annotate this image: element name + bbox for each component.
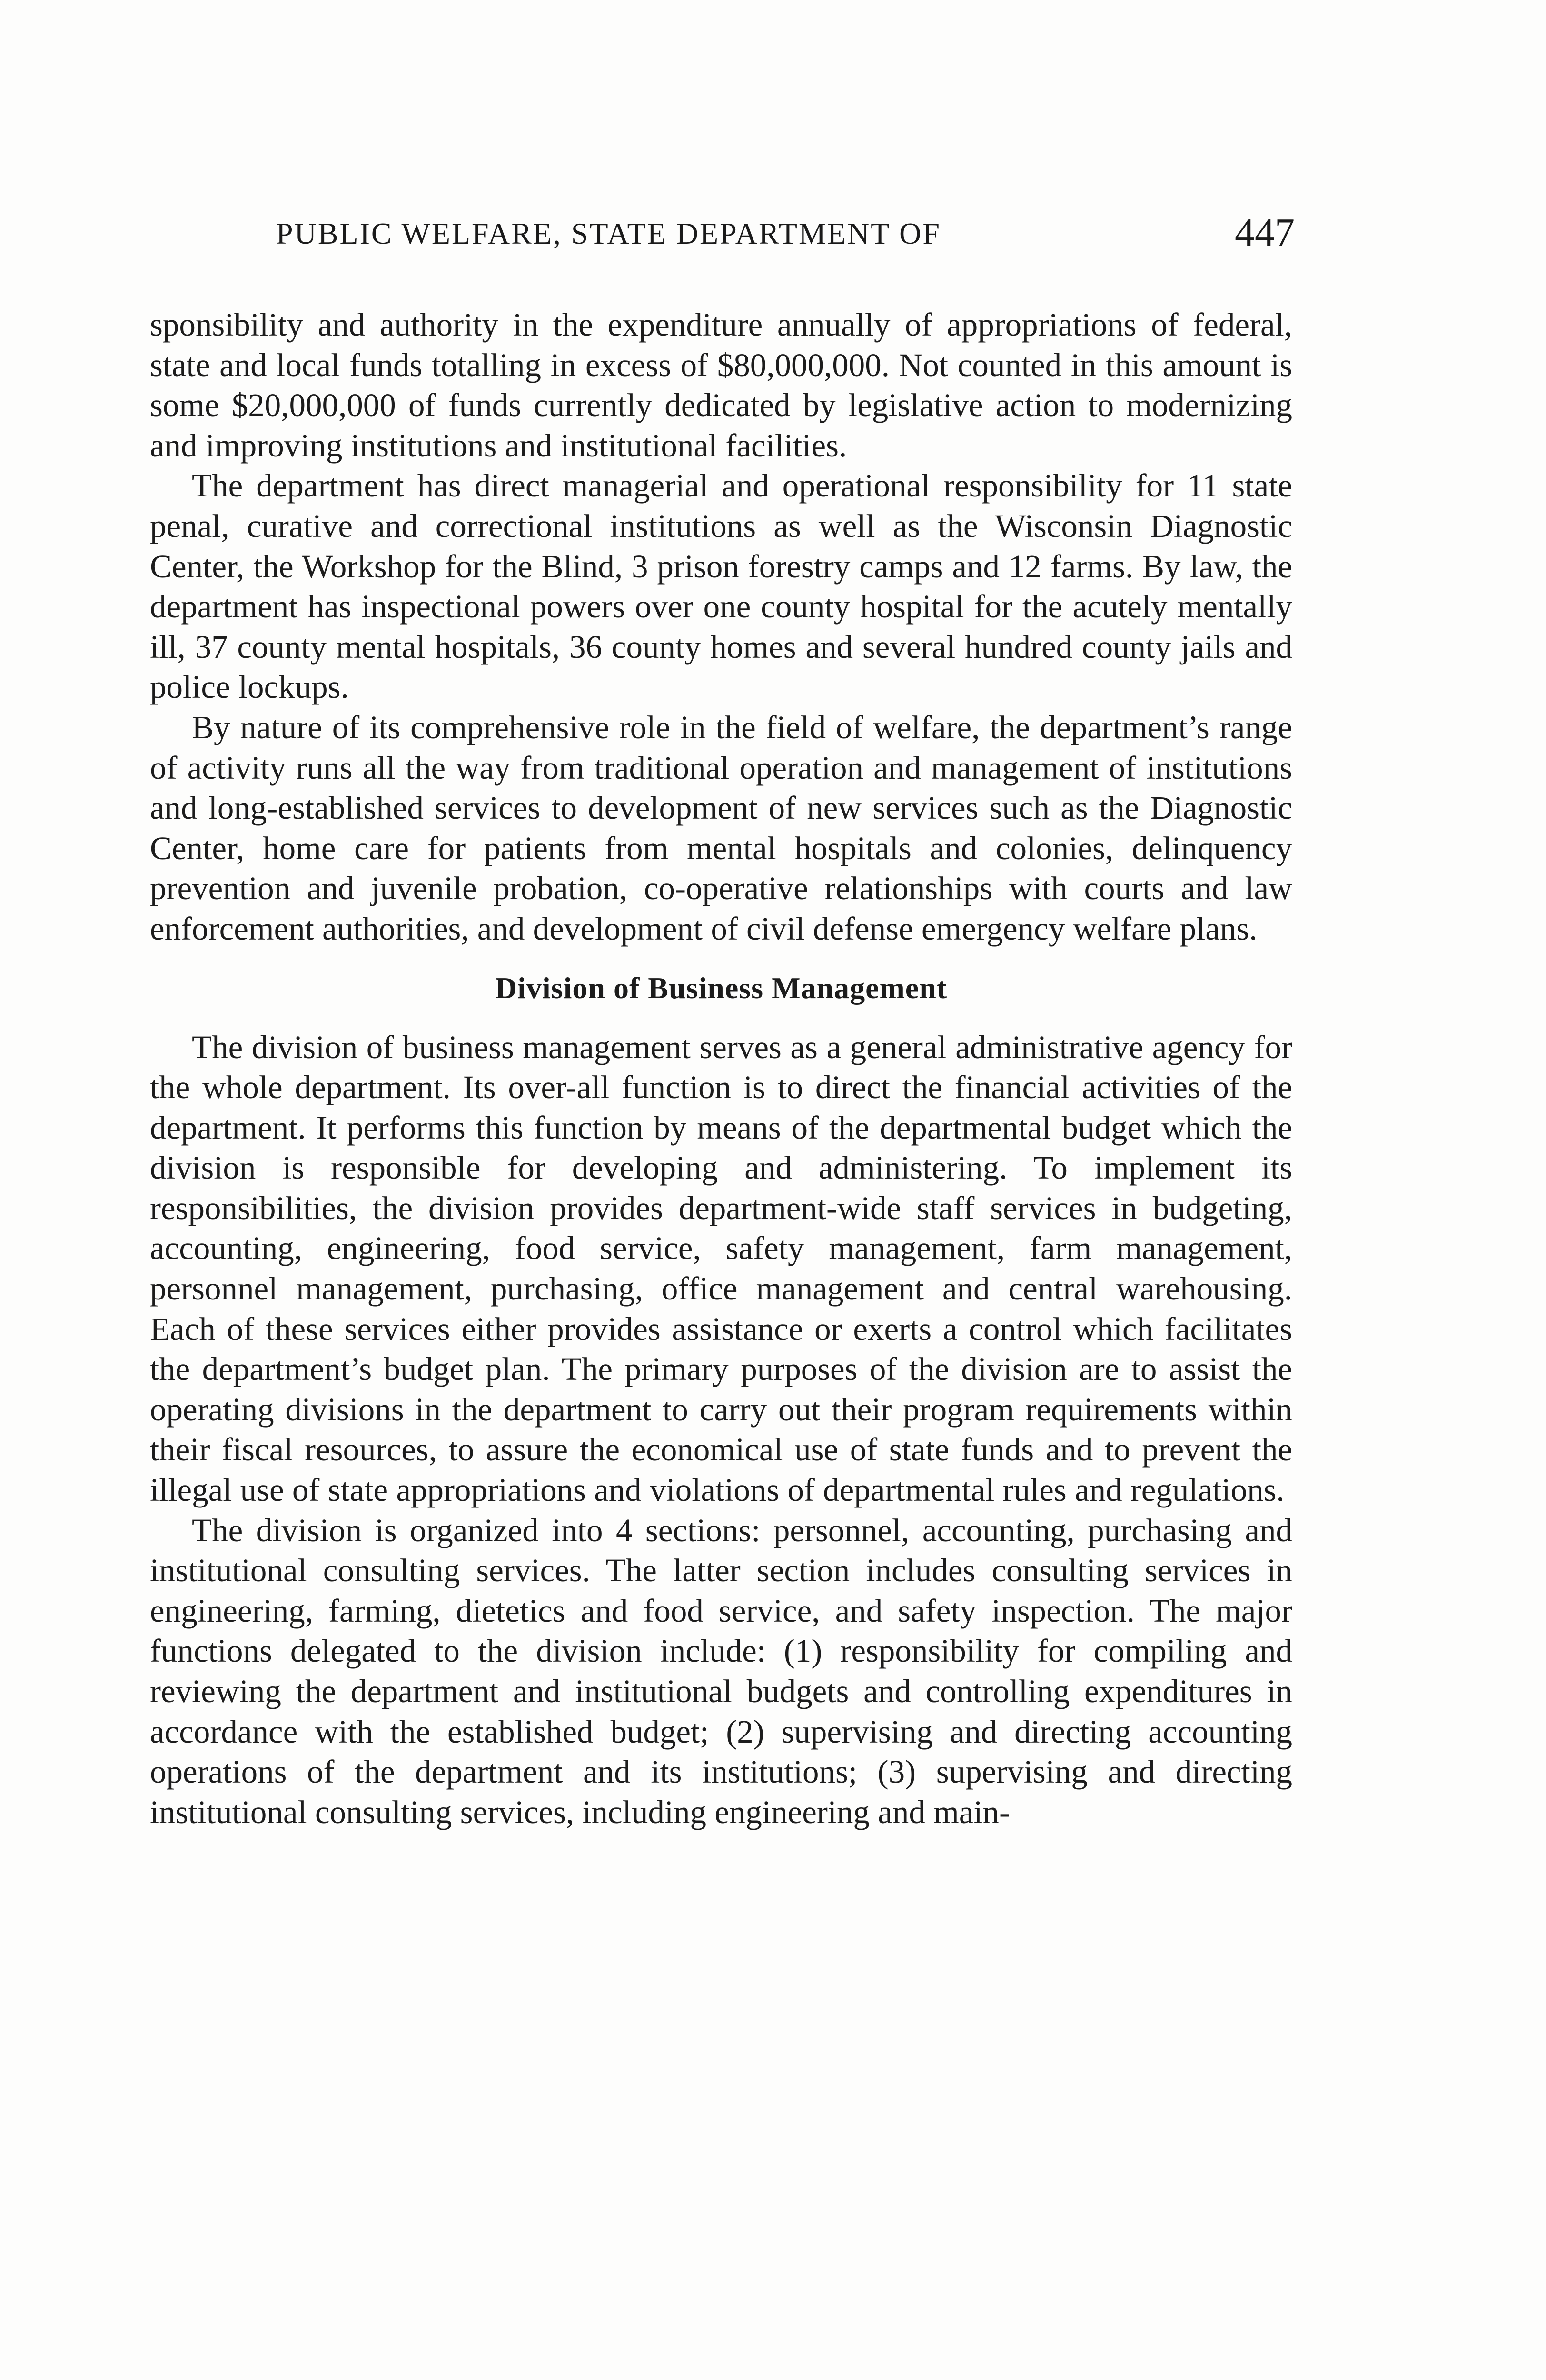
paragraph-division-role: The division of business management serves as a general administrative agency for the whole department. Its over-all function is to direct the financial activities of the department. It performs this function by means of the departmental budget which the division is responsible for developing and administering. To implement its responsibilities, the division provides department-wide staff services in budgeting, accounting, engineering, food service, safety management, farm management, personnel management, purchasing, office management and central warehousing. Each of these services either provides assistance or exerts a control which facilitates the department’s budget plan. The primary purposes of the division are to assist the operating divisions in the department to carry out their program requirements within their fiscal resources, to assure the economical use of state funds and to prevent the illegal use of state appropriations and violations of departmental rules and regulations. xyxy=(150,1029,1292,1508)
section-heading: Division of Business Management xyxy=(495,971,948,1005)
paragraph-range-of-activity: By nature of its comprehensive role in the field of welfare, the department’s range of activity runs all the way from traditional operation and management of institutions and long-established services to development of new services such as the Diagnostic Center, home care for patients from mental hospitals and colonies, delinquency prevention and juvenile probation, co-operative relationships with courts and law enforcement authorities, and development of civil defense emergency welfare plans. xyxy=(150,709,1292,947)
running-head: PUBLIC WELFARE, STATE DEPARTMENT OF xyxy=(276,217,941,250)
paragraph-continued: sponsibility and authority in the expenditure annually of appropriations of federal, state and local funds totalling in excess of $80,000,000. Not counted in this amount is some $20,000,000 of funds currently dedicated by legislative action to modernizing and improving institutions and institutional facilities. xyxy=(150,307,1292,464)
paragraph-division-organization: The division is organized into 4 sections: personnel, accounting, purchasing and institutional consulting services. The latter section includes consulting services in engineering, farming, dietetics and food service, and safety inspection. The major functions delegated to the division include: (1) responsibility for compiling and reviewing the department and institutional budgets and controlling expenditures in accordance with the established budget; (2) supervising and directing accounting operations of the department and its institutions; (3) supervising and directing institutional consulting services, including engineering and main- xyxy=(150,1512,1292,1830)
paragraph-responsibility: The department has direct managerial and operational responsibility for 11 state penal, curative and correctional institutions as well as the Wisconsin Diagnostic Center, the Workshop for the Blind, 3 prison forestry camps and 12 farms. By law, the department has inspectional powers over one county hospital for the acutely mentally ill, 37 county mental hospitals, 36 county homes and several hundred county jails and police lockups. xyxy=(150,467,1292,705)
body-text xyxy=(150,305,1292,1832)
page-number: 447 xyxy=(1235,210,1295,255)
page-header xyxy=(276,209,1295,262)
